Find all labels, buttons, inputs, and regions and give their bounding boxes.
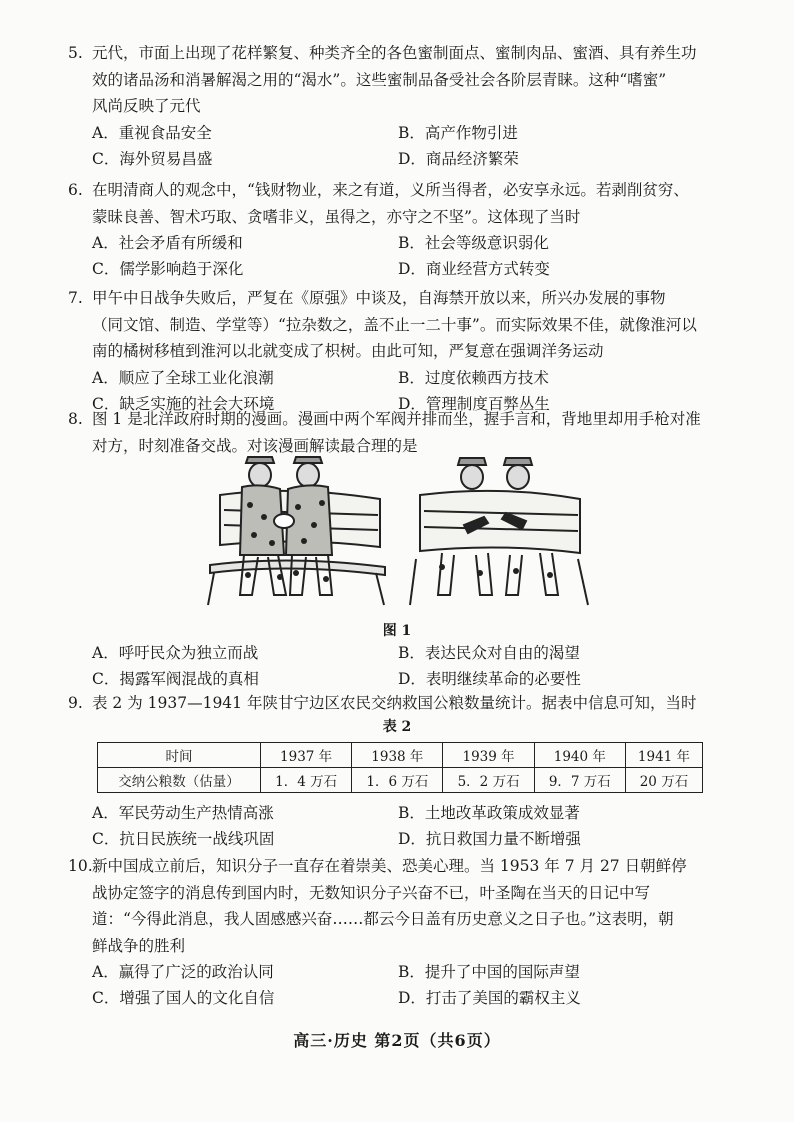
- stem-line: （同文馆、制造、学堂等）“拉杂数之，盖不止一二十事”。而实际效果不佳，就像淮河以: [92, 315, 697, 334]
- options-row: [92, 666, 708, 692]
- question-7: [68, 285, 708, 417]
- options-row: [92, 800, 708, 826]
- options-row: [92, 640, 708, 666]
- options-row: [92, 985, 708, 1011]
- question-10: [68, 853, 708, 1011]
- cartoon-panel-back: [410, 458, 588, 605]
- stem-line: 甲午中日战争失败后，严复在《原强》中谈及，自海禁开放以来，所兴办发展的事物: [92, 289, 666, 307]
- question-9-options: [68, 800, 708, 852]
- stem-line: 表 2 为 1937—1941 年陕甘宁边区农民交纳救国公粮数量统计。据表中信息可知，当时: [92, 694, 697, 712]
- option-b[interactable]: B．高产作物引进: [398, 123, 518, 142]
- stem-line: 效的诸品汤和消暑解渴之用的“渴水”。这些蜜制品备受社会各阶层青睐。这种“嗜蜜”: [92, 70, 667, 89]
- table-cell: 20 万石: [625, 768, 702, 793]
- stem-line: 蒙昧良善、智术巧取、贪嗜非义，虽得之，亦守之不坚”。这体现了当时: [92, 207, 581, 226]
- option-c[interactable]: C．儒学影响趋于深化: [92, 260, 244, 278]
- table-cell: 1939 年: [443, 743, 534, 768]
- options-row: [92, 365, 708, 391]
- question-8-options: [68, 640, 708, 692]
- option-a[interactable]: A．军民劳动生产热情高涨: [92, 804, 274, 822]
- question-8: [68, 406, 708, 459]
- options-row: [92, 120, 708, 146]
- stem-line: 道：“今得此消息，我人固感感兴奋……都云今日盖有历史意义之日子也。”这表明，朝: [92, 910, 674, 928]
- table-cell: 1937 年: [261, 743, 352, 768]
- table-cell: 1．6 万石: [352, 768, 443, 793]
- option-a[interactable]: A．社会矛盾有所缓和: [92, 234, 243, 252]
- option-b[interactable]: B．表达民众对自由的渴望: [398, 644, 580, 662]
- question-stem: [92, 40, 708, 120]
- cartoon-panel-front: [208, 457, 385, 605]
- option-d[interactable]: D．管理制度百弊丛生: [398, 394, 550, 413]
- option-a[interactable]: A．呼吁民众为独立而战: [92, 644, 259, 662]
- question-number: 10.: [68, 857, 93, 875]
- question-stem: [92, 177, 708, 230]
- table-cell: 5．2 万石: [443, 768, 534, 793]
- question-6: [68, 177, 708, 282]
- question-number: 8.: [68, 410, 83, 428]
- question-9: [68, 690, 708, 717]
- option-d[interactable]: D．商品经济繁荣: [398, 149, 519, 168]
- option-c[interactable]: C．缺乏实施的社会大环境: [92, 394, 275, 413]
- options-row: [92, 959, 708, 985]
- option-d[interactable]: D．表明继续革命的必要性: [398, 670, 581, 688]
- stem-line: 风尚反映了元代: [92, 97, 201, 115]
- table-cell: 1938 年: [352, 743, 443, 768]
- table-cell: 时间: [98, 743, 261, 768]
- table-cell: 9．7 万石: [534, 768, 625, 793]
- options-row: [92, 826, 708, 852]
- option-c[interactable]: C．揭露军阀混战的真相: [92, 670, 259, 688]
- table-header-row: [98, 743, 703, 768]
- question-stem: [92, 690, 708, 717]
- table-cell: 交纳公粮数（估量）: [98, 768, 261, 793]
- options-row: [92, 256, 708, 282]
- stem-line: 对方，时刻准备交战。对该漫画解读最合理的是: [92, 436, 418, 455]
- table-cell: 1．4 万石: [261, 768, 352, 793]
- warlord-cartoon-figure: [180, 455, 600, 615]
- option-c[interactable]: C．增强了国人的文化自信: [92, 989, 275, 1007]
- table-caption: 表 2: [382, 719, 412, 735]
- question-number: 6.: [68, 181, 83, 199]
- question-stem: [92, 285, 708, 365]
- question-number: 7.: [68, 289, 83, 307]
- question-5: [68, 40, 708, 172]
- option-d[interactable]: D．打击了美国的霸权主义: [398, 989, 581, 1007]
- stem-line: 战协定签字的消息传到国内时，无数知识分子兴奋不已，叶圣陶在当天的日记中写: [92, 883, 651, 902]
- option-d[interactable]: D．商业经营方式转变: [398, 260, 550, 278]
- stem-line: 鲜战争的胜利: [92, 936, 186, 955]
- option-c[interactable]: C．抗日民族统一战线巩固: [92, 830, 275, 848]
- question-stem: [92, 406, 708, 459]
- options-row: [92, 146, 708, 172]
- stem-line: 元代，市面上出现了花样繁复、种类齐全的各色蜜制面点、蜜制肉品、蜜酒、具有养生功: [92, 44, 697, 62]
- option-c[interactable]: C．海外贸易昌盛: [92, 149, 213, 168]
- stem-line: 新中国成立前后，知识分子一直存在着崇美、恐美心理。当 1953 年 7 月 27 日朝鲜停: [92, 857, 687, 875]
- figure-caption: 图 1: [382, 623, 412, 639]
- question-number: 5.: [68, 44, 83, 62]
- table-cell: 1940 年: [534, 743, 625, 768]
- option-b[interactable]: B．土地改革政策成效显著: [398, 804, 580, 822]
- option-b[interactable]: B．社会等级意识弱化: [398, 234, 549, 252]
- option-b[interactable]: B．提升了中国的国际声望: [398, 963, 580, 981]
- stem-line: 图 1 是北洋政府时期的漫画。漫画中两个军阀并排而坐，握手言和，背地里却用手枪对准: [92, 410, 701, 428]
- page-footer: 高三·历史 第2页（共6页）: [293, 1031, 501, 1050]
- option-b[interactable]: B．过度依赖西方技术: [398, 368, 549, 387]
- option-a[interactable]: A．重视食品安全: [92, 123, 212, 142]
- grain-table: [97, 742, 703, 793]
- question-stem: [92, 853, 708, 959]
- option-d[interactable]: D．抗日救国力量不断增强: [398, 830, 581, 848]
- options-row: [92, 230, 708, 256]
- stem-line: 南的橘树移植到淮河以北就变成了枳树。由此可知，严复意在强调洋务运动: [92, 342, 604, 360]
- stem-line: 在明清商人的观念中，“钱财物业，来之有道，义所当得者，必安享永远。若剥削贫穷、: [92, 181, 689, 199]
- table-row: [98, 768, 703, 793]
- option-a[interactable]: A．赢得了广泛的政治认同: [92, 963, 274, 981]
- table-cell: 1941 年: [625, 743, 702, 768]
- option-a[interactable]: A．顺应了全球工业化浪潮: [92, 368, 274, 387]
- question-number: 9.: [68, 694, 83, 712]
